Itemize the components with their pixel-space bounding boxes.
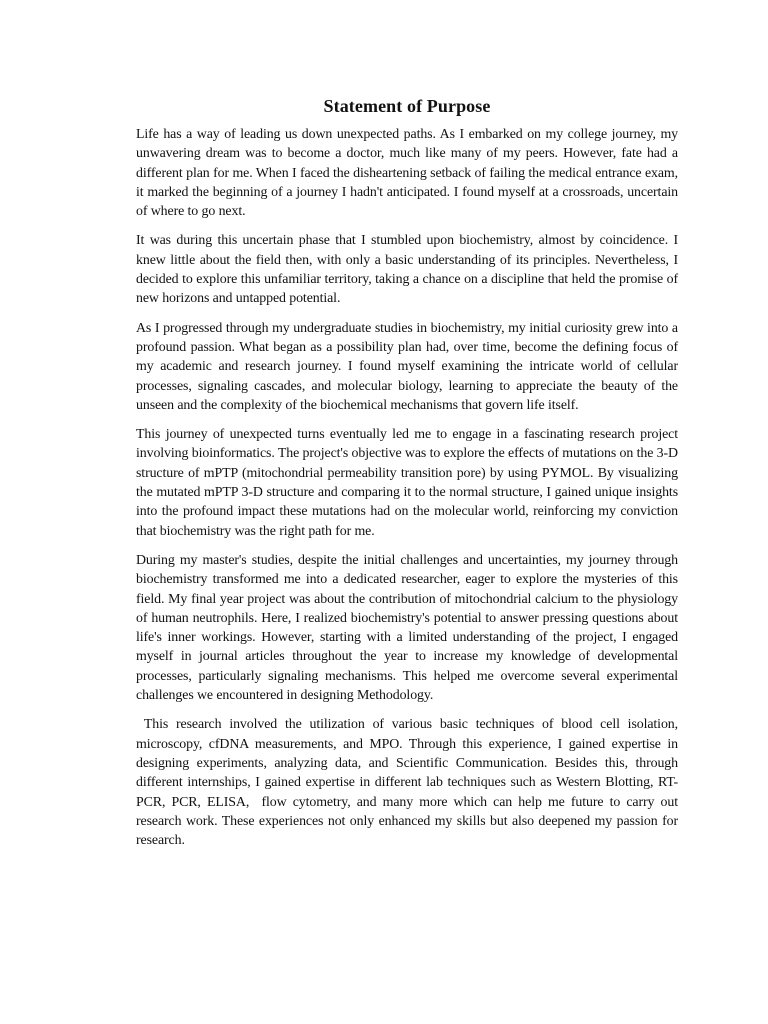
document-title: Statement of Purpose — [323, 96, 491, 116]
paragraph-1: Life has a way of leading us down unexpected paths. As I embarked on my college journey, my unwavering dream was to become a doctor, much like many of my peers. However, fate had a different plan for me. When I faced the disheartening setback of failing the medical entrance exam, it marked the beginning of a journey I hadn't anticipated. I found myself at a crossroads, uncertain of where to go next. — [136, 127, 678, 220]
paragraph-3: As I progressed through my undergraduate studies in biochemistry, my initial curiosity grew into a profound passion. What began as a possibility plan had, over time, become the defining focus of my academic and research journey. I found myself examining the intricate world of cellular processes, signaling cascades, and molecular biology, learning to appreciate the beauty of the unseen and the complexity of the biochemical mechanisms that govern life itself. — [136, 320, 678, 413]
paragraph-5: During my master's studies, despite the initial challenges and uncertainties, my journey through biochemistry transformed me into a dedicated researcher, eager to explore the mysteries of this field. My final year project was about the contribution of mitochondrial calcium to the physiology of human neutrophils. Here, I realized biochemistry's potential to answer pressing questions about life's inner workings. However, starting with a limited understanding of the project, I engaged myself in journal articles throughout the year to increase my knowledge of developmental processes, particularly signaling mechanisms. This helped me overcome several experimental challenges we encountered in designing Methodology. — [136, 552, 678, 704]
document-page — [136, 96, 682, 860]
paragraph-6: This research involved the utilization of various basic techniques of blood cell isolation, microscopy, cfDNA measurements, and MPO. Through this experience, I gained expertise in designing experiments, analyzing data, and Scientific Communication. Besides this, through different internships, I gained expertise in different lab techniques such as Western Blotting, RT-PCR, PCR, ELISA, flow cytometry, and many more which can help me future to carry out research work. These experiences not only enhanced my skills but also deepened my passion for research. — [136, 717, 682, 849]
paragraph-2: It was during this uncertain phase that I stumbled upon biochemistry, almost by coincidence. I knew little about the field then, with only a basic understanding of its principles. Nevertheless, I decided to explore this unfamiliar territory, taking a chance on a discipline that held the promise of new horizons and untapped potential. — [136, 233, 678, 307]
paragraph-4: This journey of unexpected turns eventually led me to engage in a fascinating research project involving bioinformatics. The project's objective was to explore the effects of mutations on the 3-D structure of mPTP (mitochondrial permeability transition pore) by using PYMOL. By visualizing the mutated mPTP 3-D structure and comparing it to the normal structure, I gained unique insights into the profound impact these mutations had on the molecular world, reinforcing my conviction that biochemistry was the right path for me. — [136, 427, 678, 539]
